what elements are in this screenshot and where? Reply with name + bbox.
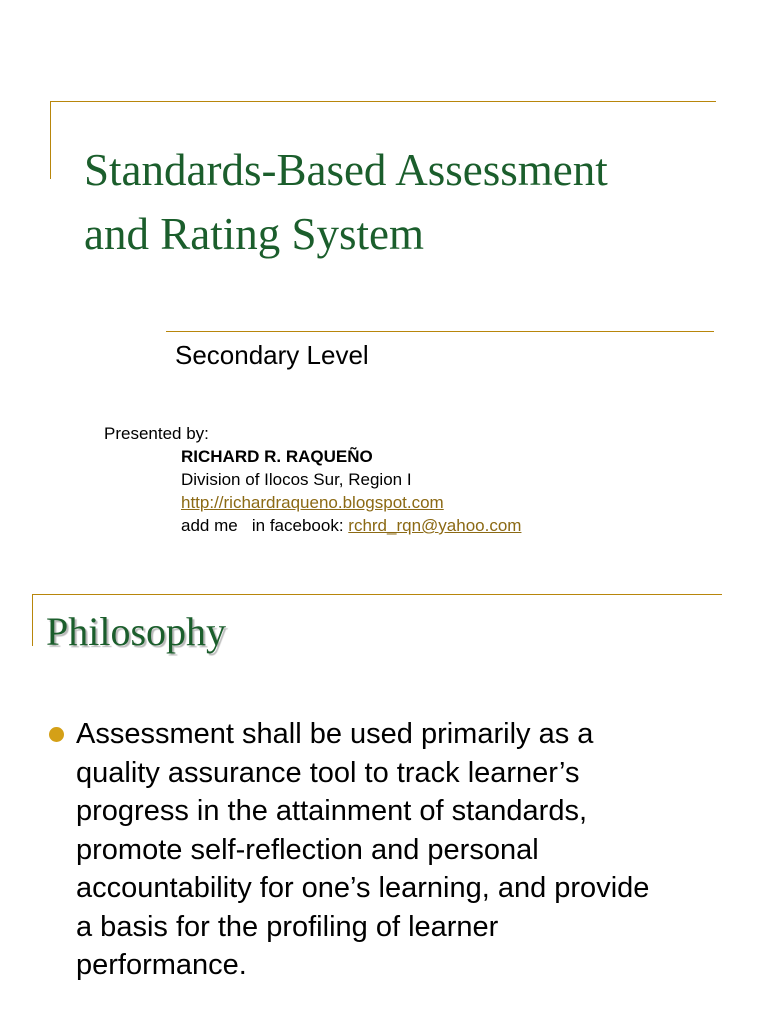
bullet-line-4: promote self-reflection and personal [76,833,539,866]
slide-title-line-2: and Rating System [84,209,424,259]
bullet-line-5: accountability for one’s learning, and provide [76,872,650,904]
slide-title [84,138,724,266]
slide-title-line-1: Standards-Based Assessment [84,145,608,195]
title-frame-top-rule [50,101,716,102]
facebook-prefix: add me in facebook: [181,516,349,535]
bullet-icon [49,727,64,742]
title-frame-left-rule [50,101,51,179]
presenter-name: RICHARD R. RAQUEÑO [181,447,373,466]
presenter-division: Division of Ilocos Sur, Region I [181,470,412,489]
facebook-row [104,514,521,537]
bullet-line-7: performance. [76,949,247,981]
heading-frame-left-rule [32,594,33,646]
presented-by-label: Presented by: [104,424,209,443]
slide-subtitle: Secondary Level [175,340,369,370]
bullet-line-3: progress in the attainment of standards, [76,795,588,827]
presenter-block [104,422,521,537]
blog-link[interactable]: http://richardraqueno.blogspot.com [181,493,444,512]
heading-frame-top-rule [32,594,722,595]
email-link[interactable]: rchrd_rqn@yahoo.com [348,516,522,535]
bullet-line-1: Assessment shall be used primarily as a [76,718,594,750]
bullet-line-2: quality assurance tool to track learner’s [76,756,580,789]
bullet-line-6: a basis for the profiling of learner [76,910,499,943]
philosophy-bullet [76,715,756,985]
subtitle-rule [166,331,714,332]
philosophy-heading: Philosophy [46,609,227,654]
blog-link-row [104,491,521,514]
